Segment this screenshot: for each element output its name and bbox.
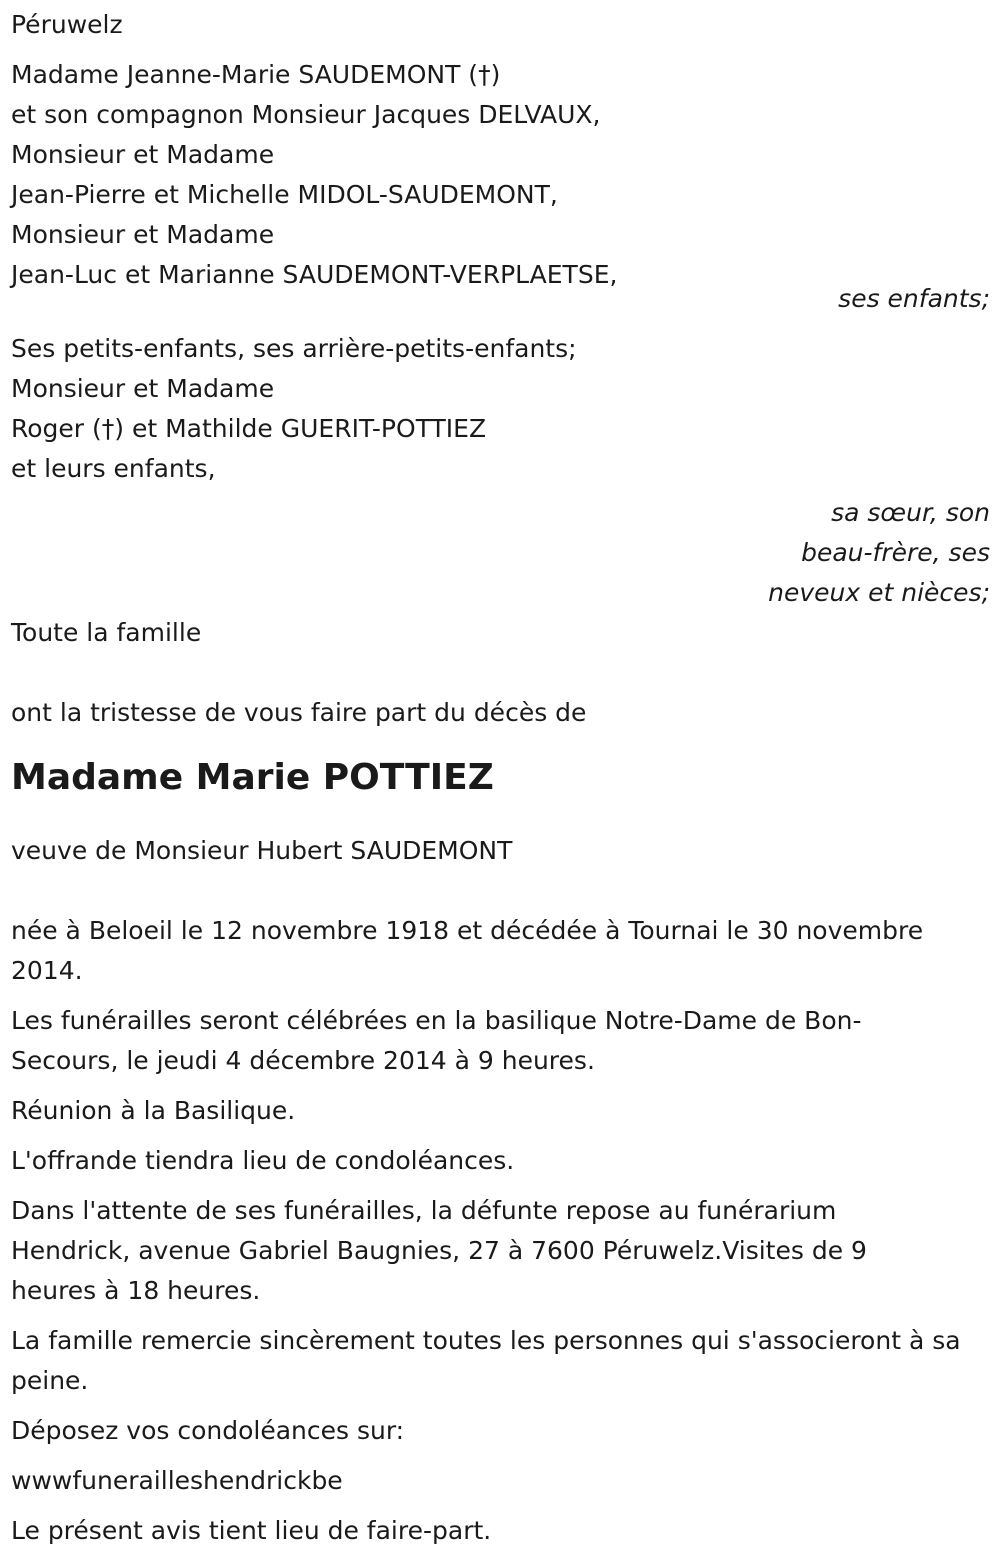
birth-death: née à Beloeil le 12 novembre 1918 et décédée à Tournai le 30 novembre 2014. <box>11 916 924 985</box>
family-group-siblings <box>11 329 990 489</box>
funeral-details: Les funérailles seront célébrées en la basilique Notre-Dame de Bon-Secours, le jeudi 4 décembre 2014 à 9 heures. <box>11 1006 862 1075</box>
rest-info: Dans l'attente de ses funérailles, la défunte repose au funérarium Hendrick, avenue Gabriel Baugnies, 27 à 7600 Péruwelz.Visites de 9 heures à 18 heures. <box>11 1196 867 1305</box>
family-all: Toute la famille <box>11 618 202 647</box>
widow-of: veuve de Monsieur Hubert SAUDEMONT <box>11 836 513 865</box>
family-line: Monsieur et Madame <box>11 374 275 403</box>
announcement-text: ont la tristesse de vous faire part du décès de <box>11 698 587 727</box>
family-line: et son compagnon Monsieur Jacques DELVAUX, <box>11 100 601 129</box>
family-line: Jean-Luc et Marianne SAUDEMONT-VERPLAETSE, <box>11 260 618 289</box>
family-role-children: ses enfants; <box>838 284 990 313</box>
notice-text: Le présent avis tient lieu de faire-part. <box>11 1516 492 1545</box>
family-line: Monsieur et Madame <box>11 140 275 169</box>
meeting-info: Réunion à la Basilique. <box>11 1096 296 1125</box>
family-role-siblings <box>11 493 990 613</box>
family-line: Monsieur et Madame <box>11 220 275 249</box>
family-line: Ses petits-enfants, ses arrière-petits-enfants; <box>11 334 577 363</box>
website-link[interactable]: wwwfunerailleshendrickbe <box>11 1466 343 1495</box>
family-role-line: beau-frère, ses <box>801 538 990 567</box>
family-line: Madame Jeanne-Marie SAUDEMONT (†) <box>11 60 501 89</box>
offering-info: L'offrande tiendra lieu de condoléances. <box>11 1146 515 1175</box>
family-line: et leurs enfants, <box>11 454 216 483</box>
family-group-children <box>11 55 990 295</box>
condolences-label: Déposez vos condoléances sur: <box>11 1416 405 1445</box>
family-role-line: neveux et nièces; <box>768 578 990 607</box>
location: Péruwelz <box>11 10 123 39</box>
thanks-text: La famille remercie sincèrement toutes les personnes qui s'associeront à sa peine. <box>11 1326 961 1395</box>
family-role-line: sa sœur, son <box>831 498 990 527</box>
family-line: Roger (†) et Mathilde GUERIT-POTTIEZ <box>11 414 487 443</box>
deceased-name: Madame Marie POTTIEZ <box>11 757 494 798</box>
family-line: Jean-Pierre et Michelle MIDOL-SAUDEMONT, <box>11 180 558 209</box>
